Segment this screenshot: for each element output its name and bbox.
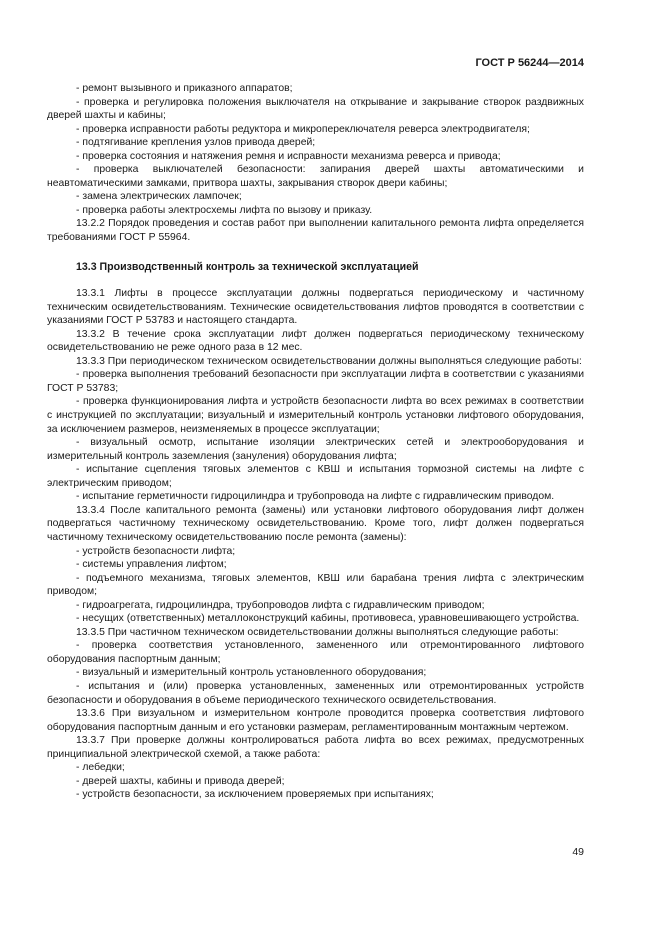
list-item: - проверка функционирования лифта и устройств безопасности лифта во всех режимах в соответствии с инструкцией по эксплуатации; визуальный и измерительный контроль установки лифтового оборудования, за исключением размеров, неизменяемых в процессе эксплуатации; (47, 396, 584, 435)
document-body (47, 82, 584, 802)
list-item: - несущих (ответственных) металлоконструкций кабины, противовеса, уравновешивающего устройства. (76, 613, 580, 625)
list-item: - подтягивание крепления узлов привода дверей; (76, 137, 316, 149)
list-item: - системы управления лифтом; (76, 559, 227, 571)
page-number: 49 (572, 846, 584, 858)
clause-paragraph: 13.3.4 После капитального ремонта (замены) или установки лифтового оборудования лифт должен подвергаться частичному техническому освидетельствованию. Кроме того, лифт должен подвергаться частичному техническому освидетельствованию после ремонта (замены): (47, 504, 584, 543)
list-item: - проверка выполнения требований безопасности при эксплуатации лифта в соответствии с указаниями ГОСТ Р 53783; (47, 369, 584, 394)
section-heading: 13.3 Производственный контроль за технической эксплуатацией (76, 260, 419, 273)
list-item: - подъемного механизма, тяговых элементов, КВШ или барабана трения лифта с электрическим приводом; (47, 572, 584, 598)
list-item: - дверей шахты, кабины и привода дверей; (76, 775, 285, 787)
list-item: - устройств безопасности лифта; (76, 545, 236, 557)
clause-paragraph: 13.3.2 В течение срока эксплуатации лифт должен подвергаться периодическому техническому освидетельствованию не реже одного раза в 12 мес. (47, 328, 584, 354)
clause-paragraph: 13.3.7 При проверке должны контролироваться работа лифта во всех режимах, предусмотренных принципиальной электрической схемой, а также работа: (47, 735, 584, 760)
list-item: - проверка соответствия установленного, замененного или отремонтированного лифтового оборудования паспортным данным; (47, 640, 584, 665)
list-item: - проверка выключателей безопасности: запирания дверей шахты автоматическими и неавтоматическими замками, притвора шахты, закрывания створок двери кабины; (47, 164, 584, 189)
list-item: - ремонт вызывного и приказного аппаратов; (76, 83, 293, 94)
list-item: - устройств безопасности, за исключением проверяемых при испытаниях; (76, 789, 434, 801)
list-item: - испытания и (или) проверка установленных, замененных или отремонтированных устройств безопасности и оборудования в объеме периодического технического освидетельствования. (47, 680, 584, 706)
list-item: - визуальный и измерительный контроль установленного оборудования; (76, 667, 427, 679)
clause-paragraph: 13.3.5 При частичном техническом освидетельствовании должны выполняться следующие работы: (76, 626, 559, 638)
list-item: - проверка состояния и натяжения ремня и исправности механизма реверса и привода; (76, 150, 501, 162)
list-item: - испытание герметичности гидроцилиндра и трубопровода на лифте с гидравлическим приводом. (76, 491, 555, 503)
clause-paragraph: 13.3.1 Лифты в процессе эксплуатации должны подвергаться периодическому и частичному техническим освидетельствованиям. Технические освидетельствования лифтов проводятся в соответствии с указаниями ГОСТ Р 53783 и настоящего стандарта. (47, 288, 584, 327)
list-item: - визуальный осмотр, испытание изоляции электрических сетей и электрооборудования и измерительный контроль заземления (зануления) оборудования лифта; (47, 437, 584, 462)
list-item: - проверка работы электросхемы лифта по вызову и приказу. (76, 204, 373, 216)
list-item: - замена электрических лампочек; (76, 191, 242, 203)
list-item: - испытание сцепления тяговых элементов с КВШ и испытания тормозной системы на лифте с электрическим приводом; (47, 464, 584, 489)
list-item: - гидроагрегата, гидроцилиндра, трубопроводов лифта с гидравлическим приводом; (76, 599, 485, 611)
page-header-standard: ГОСТ Р 56244—2014 (475, 57, 584, 69)
clause-paragraph: 13.3.6 При визуальном и измерительном контроле проводится проверка соответствия лифтового оборудования паспортным данным и его установки размерам, регламентированным монтажным чертежом. (47, 708, 584, 733)
clause-paragraph: 13.3.3 При периодическом техническом освидетельствовании должны выполняться следующие работы: (76, 355, 582, 367)
list-item: - проверка исправности работы редуктора и микропереключателя реверса электродвигателя; (76, 123, 530, 135)
list-item: - лебедки; (76, 762, 125, 774)
list-item: - проверка и регулировка положения выключателя на открывание и закрывание створок раздвижных дверей шахты и кабины; (47, 96, 584, 122)
clause-paragraph: 13.2.2 Порядок проведения и состав работ при выполнении капитального ремонта лифта определяется требованиями ГОСТ Р 55964. (47, 218, 584, 244)
